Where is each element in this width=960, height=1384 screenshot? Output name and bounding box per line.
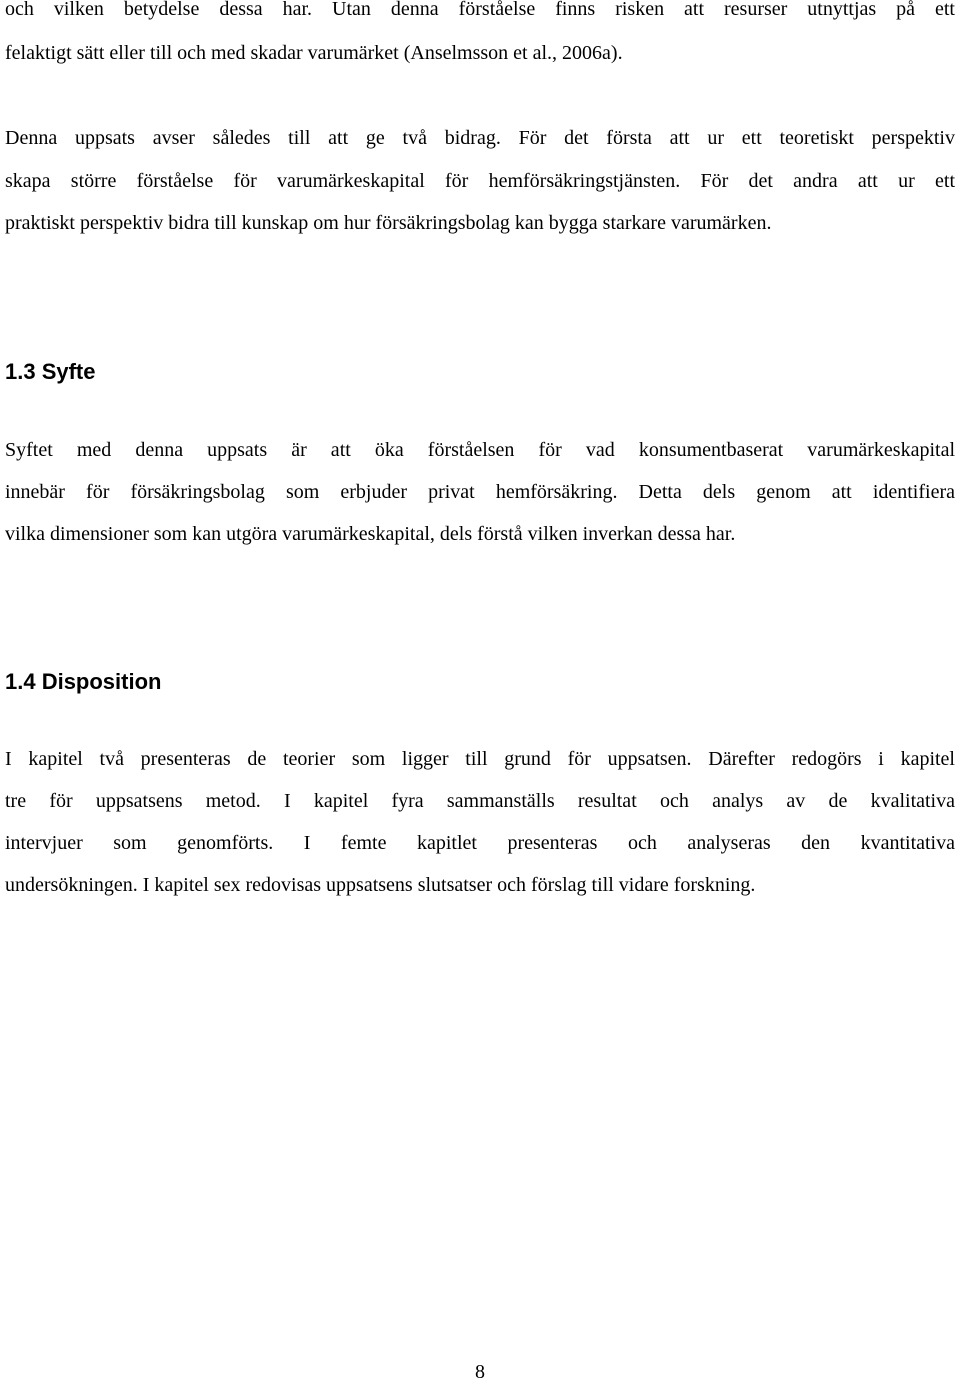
paragraph-2-line-1: Denna uppsats avser således till att ge två bidrag. För det första att ur ett teoretiskt perspektiv <box>5 127 955 149</box>
paragraph-3-line-1: Syftet med denna uppsats är att öka förståelsen för vad konsumentbaserat varumärkeskapital <box>5 439 955 461</box>
paragraph-2-line-2: skapa större förståelse för varumärkeskapital för hemförsäkringstjänsten. För det andra att ur ett <box>5 170 955 192</box>
paragraph-1-line-1: och vilken betydelse dessa har. Utan denna förståelse finns risken att resurser utnyttjas på ett <box>5 0 955 20</box>
paragraph-4-line-3: intervjuer som genomförts. I femte kapitlet presenteras och analyseras den kvantitativa <box>5 832 955 854</box>
paragraph-4-line-1: I kapitel två presenteras de teorier som ligger till grund för uppsatsen. Därefter redogörs i kapitel <box>5 748 955 770</box>
paragraph-4-line-4: undersökningen. I kapitel sex redovisas uppsatsens slutsatser och förslag till vidare forskning. <box>5 874 756 896</box>
paragraph-3-line-3: vilka dimensioner som kan utgöra varumärkeskapital, dels förstå vilken inverkan dessa har. <box>5 523 736 545</box>
paragraph-3-line-2: innebär för försäkringsbolag som erbjuder privat hemförsäkring. Detta dels genom att identifiera <box>5 481 955 503</box>
paragraph-2-line-3: praktiskt perspektiv bidra till kunskap om hur försäkringsbolag kan bygga starkare varumärken. <box>5 212 772 234</box>
section-heading-disposition: 1.4 Disposition <box>5 669 162 694</box>
section-heading-syfte: 1.3 Syfte <box>5 359 96 384</box>
paragraph-1-line-2: felaktigt sätt eller till och med skadar varumärket (Anselmsson et al., 2006a). <box>5 42 623 64</box>
paragraph-4-line-2: tre för uppsatsens metod. I kapitel fyra sammanställs resultat och analys av de kvalitativa <box>5 790 955 812</box>
page-number: 8 <box>475 1361 485 1383</box>
